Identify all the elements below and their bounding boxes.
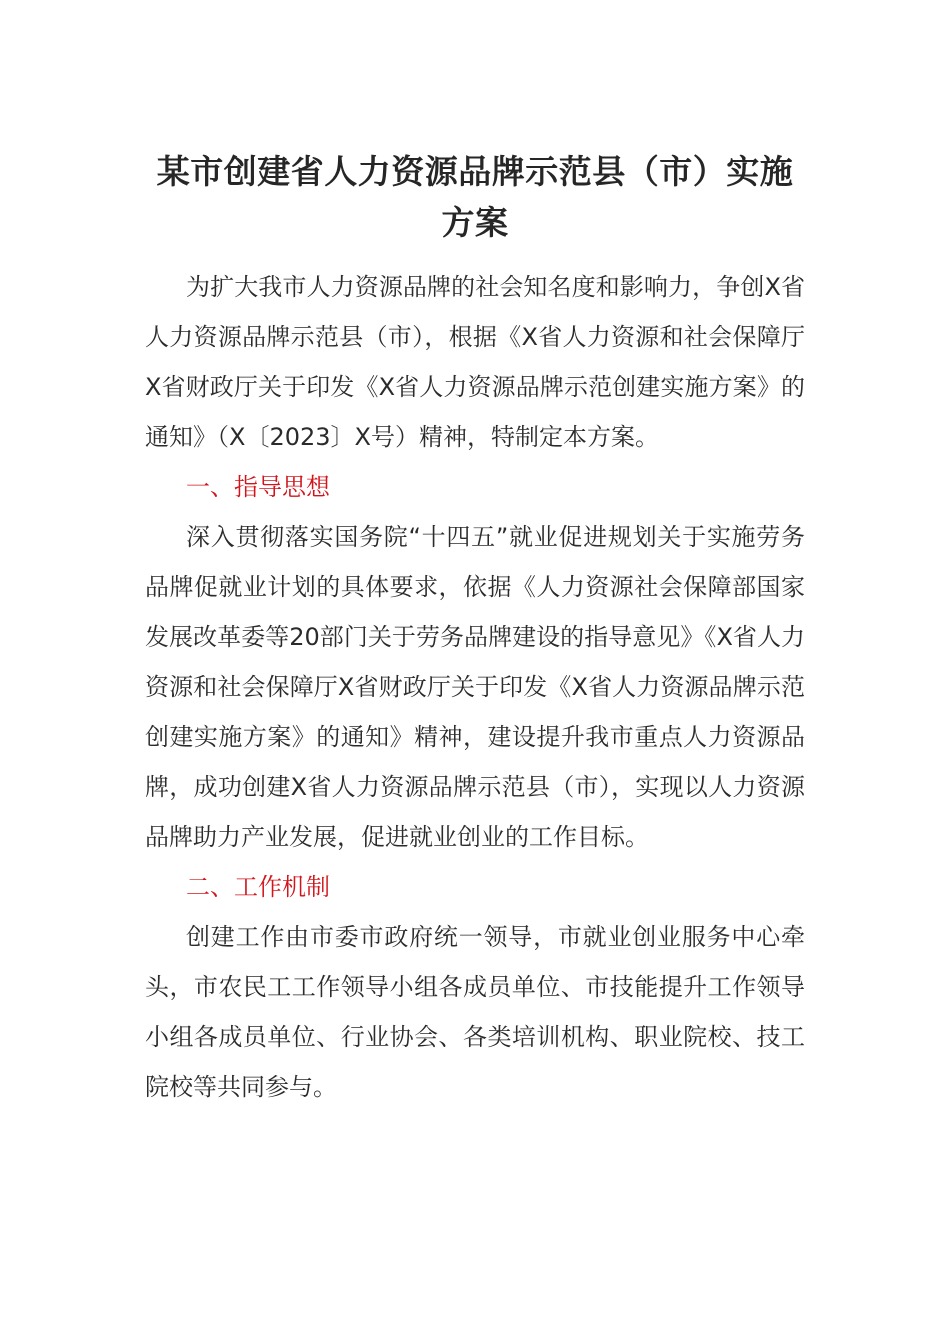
document-page — [145, 146, 805, 1112]
document-body — [145, 262, 805, 1112]
document-title: 某市创建省人力资源品牌示范县（市）实施方案 — [156, 152, 794, 242]
intro-paragraph: 为扩大我市人力资源品牌的社会知名度和影响力，争创X省人力资源品牌示范县（市），根据《X省人力资源和社会保障厅X省财政厅关于印发《X省人力资源品牌示范创建实施方案》的通知》（X〔2023〕X号）精神，特制定本方案。 — [145, 273, 805, 451]
section-heading-work-mechanism: 二、工作机制 — [186, 873, 330, 901]
section-paragraph-work-mechanism: 创建工作由市委市政府统一领导，市就业创业服务中心牵头，市农民工工作领导小组各成员单位、市技能提升工作领导小组各成员单位、行业协会、各类培训机构、职业院校、技工院校等共同参与。 — [145, 923, 805, 1101]
section-heading-guiding-ideology: 一、指导思想 — [186, 473, 330, 501]
section-paragraph-guiding-ideology: 深入贯彻落实国务院“十四五”就业促进规划关于实施劳务品牌促就业计划的具体要求，依据《人力资源社会保障部国家发展改革委等20部门关于劳务品牌建设的指导意见》《X省人力资源和社会保障厅X省财政厅关于印发《X省人力资源品牌示范创建实施方案》的通知》精神，建设提升我市重点人力资源品牌，成功创建X省人力资源品牌示范县（市），实现以人力资源品牌助力产业发展，促进就业创业的工作目标。 — [145, 523, 805, 851]
